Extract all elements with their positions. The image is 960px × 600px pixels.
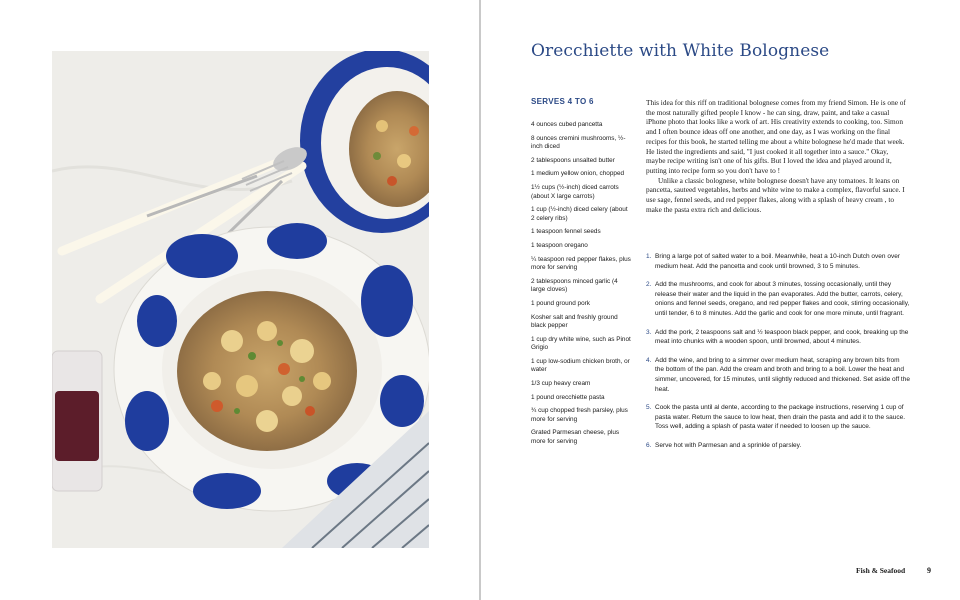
step-number: 5. <box>646 404 652 412</box>
step-number: 4. <box>646 356 652 364</box>
ingredients-list <box>531 121 631 452</box>
ingredient-item: 1 pound ground pork <box>531 299 590 307</box>
serves-label: SERVES 4 TO 6 <box>531 97 594 106</box>
ingredient-item: 1 teaspoon oregano <box>531 241 588 249</box>
ingredient-item: 1 pound orecchiette pasta <box>531 393 605 401</box>
step-text: Serve hot with Parmesan and a sprinkle of parsley. <box>655 441 802 449</box>
ingredient-item: ¾ cup chopped fresh parsley, plus more for serving <box>531 407 628 423</box>
ingredient-item: 1/3 cup heavy cream <box>531 380 591 388</box>
step-text: Add the pork, 2 teaspoons salt and ½ teaspoon black pepper, and cook, breaking up the meat into chunks with a wooden spoon, until browned, about 4 minutes. <box>655 328 909 346</box>
recipe-intro <box>646 98 908 214</box>
ingredient-item: Kosher salt and freshly ground black pepper <box>531 313 618 330</box>
step-number: 2. <box>646 281 652 289</box>
ingredient-item: ¼ teaspoon red pepper flakes, plus more for serving <box>531 255 631 272</box>
recipe-photo <box>52 51 429 548</box>
step-item <box>646 356 910 394</box>
page-number: 9 <box>927 566 931 575</box>
wine-glass <box>52 351 102 491</box>
intro-paragraph: Unlike a classic bolognese, white bolognese doesn't have any tomatoes. It leans on pancetta, sauteed vegetables, herbs and white wine to make a complex, flavorful sauce. I use sage, fennel seeds, and red pepper flakes, along with a splash of heavy cream , to make the pasta extra rich and delicious. <box>646 175 905 214</box>
ingredient-item: 2 tablespoons unsalted butter <box>531 156 615 164</box>
step-text: Bring a large pot of salted water to a boil. Meanwhile, heat a 10-inch Dutch oven over medium heat. Add the pancetta and cook until browned, 3 to 5 minutes. <box>655 253 900 270</box>
ingredient-item: Grated Parmesan cheese, plus more for serving <box>531 429 620 446</box>
ingredient-item: 1 cup (½-inch) diced celery (about 2 celery ribs) <box>531 206 628 222</box>
ingredient-item: 1½ cups (½-inch) diced carrots (about X large carrots) <box>531 183 619 200</box>
ingredient-item: 1 teaspoon fennel seeds <box>531 228 601 236</box>
step-number: 1. <box>646 253 652 260</box>
step-item <box>646 328 910 347</box>
ingredient-item: 1 cup low-sodium chicken broth, or water <box>531 357 630 374</box>
step-item <box>646 441 910 451</box>
left-page <box>0 0 479 600</box>
step-number: 6. <box>646 441 652 449</box>
ingredient-item: 1 cup dry white wine, such as Pinot Grigio <box>531 335 631 352</box>
ingredient-item: 8 ounces cremini mushrooms, ½-inch diced <box>531 134 626 151</box>
step-number: 3. <box>646 328 652 336</box>
step-text: Add the mushrooms, and cook for about 3 minutes, tossing occasionally, until they release their water and the liquid in the pan evaporates. Add the butter, carrots, celery, onions and fennel seeds, oregano, and red pepper flakes and cook, stirring occasionally, until tender, 6 to 8 minutes. Add the garlic and cook for one more minute, until fragrant. <box>655 281 910 317</box>
step-item <box>646 252 910 271</box>
step-item <box>646 403 910 432</box>
step-text: Cook the pasta until al dente, according to the package instructions, reserving 1 cup of pasta water. Return the sauce to low heat, then drain the pasta and add it to the sauce. Toss well, adding a splash of pasta water if needed to loosen up the sauce. <box>655 404 906 431</box>
recipe-title: Orecchiette with White Bolognese <box>531 41 830 61</box>
ingredient-item: 2 tablespoons minced garlic (4 large cloves) <box>531 277 618 294</box>
ingredient-item: 1 medium yellow onion, chopped <box>531 170 625 178</box>
ingredient-item: 4 ounces cubed pancetta <box>531 121 603 128</box>
step-text: Add the wine, and bring to a simmer over medium heat, scraping any brown bits from the bottom of the pan. Add the cream and broth and bring to a boil. Lower the heat and simmer, uncovered, for 15 minutes, until slightly reduced and thickened. Set aside off the heat. <box>655 356 910 393</box>
footer-section-title: Fish & Seafood <box>856 566 906 575</box>
step-item <box>646 280 910 318</box>
method-steps <box>646 252 910 460</box>
intro-paragraph: This idea for this riff on traditional bolognese comes from my friend Simon. He is one of the most naturally gifted people I know - he can sing, draw, paint, and take a casual iPhone photo that looks like a work of art. His creativity extends to cooking, too. Simon and I often bounce ideas off one another, and one day, as I was working on the final recipes for this book, he started telling me about a white bolognese he'd made that week. He listed the ingredients and said, "I just cooked it all together into a sauce." Okay, maybe recipe writing isn't one of his gifts. But I loved the idea and played around it, putting into recipe form so you don't have to ! <box>646 98 906 175</box>
